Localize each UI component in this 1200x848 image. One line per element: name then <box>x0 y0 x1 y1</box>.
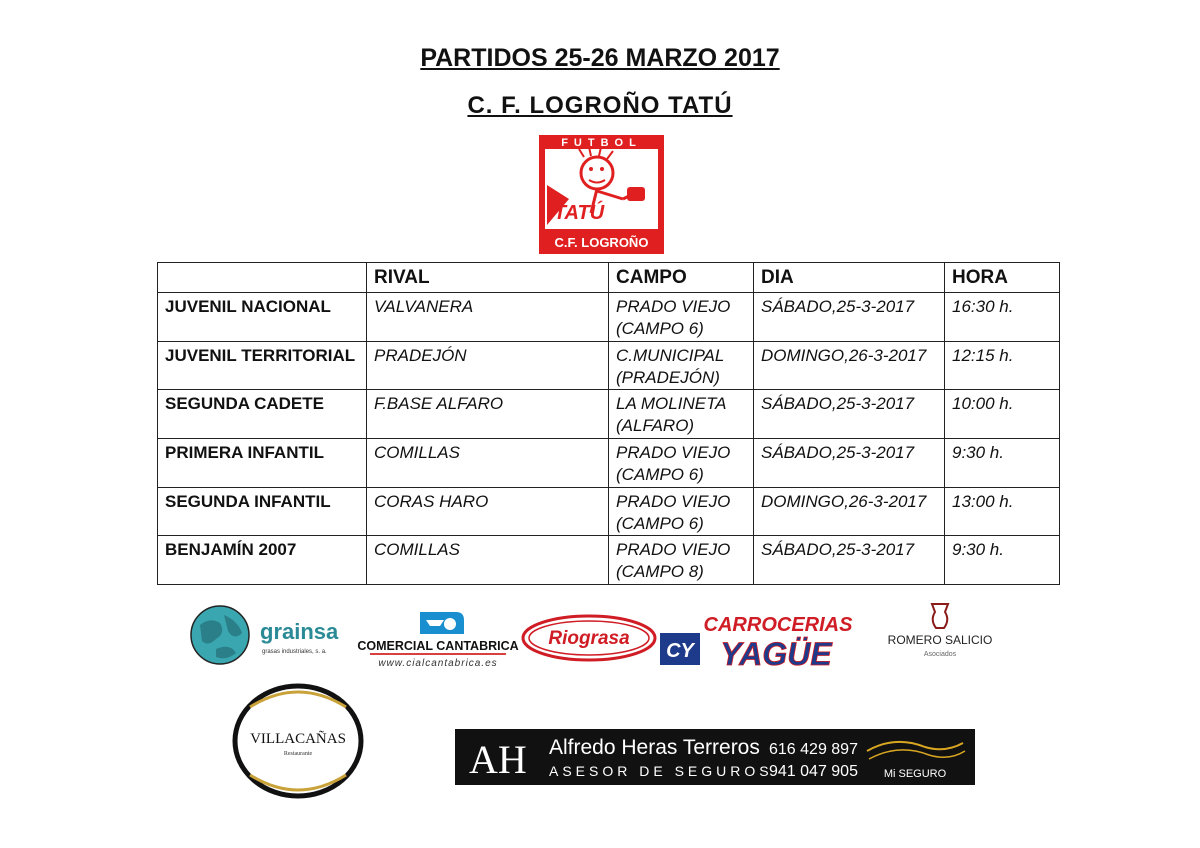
campo-cell <box>609 390 754 439</box>
campo-line2: (ALFARO) <box>616 416 695 436</box>
campo-cell <box>609 536 754 585</box>
hora-cell: 12:15 h. <box>945 341 1060 390</box>
yague-line2: YAGÜE <box>720 636 832 672</box>
category-cell: SEGUNDA INFANTIL <box>158 487 367 536</box>
table-row <box>158 438 1060 487</box>
table-header-row <box>158 263 1060 293</box>
header-campo: CAMPO <box>609 263 754 293</box>
page-title: PARTIDOS 25-26 MARZO 2017 <box>420 44 780 72</box>
table-row <box>158 341 1060 390</box>
campo-line1: LA MOLINETA <box>616 394 727 414</box>
alfredo-brand: Mi SEGURO <box>883 768 947 780</box>
club-logo <box>539 135 664 254</box>
romero-salicio-logo <box>870 600 1010 660</box>
dia-cell: SÁBADO,25-3-2017 <box>754 293 945 342</box>
villacanas-sub: Restaurante <box>283 751 313 757</box>
rival-cell: F.BASE ALFARO <box>367 390 609 439</box>
alfredo-role: ASESOR DE SEGUROS <box>549 763 773 779</box>
romero-name: ROMERO SALICIO <box>887 633 993 647</box>
schedule-table <box>157 262 1060 585</box>
category-cell: BENJAMÍN 2007 <box>158 536 367 585</box>
dia-cell: SÁBADO,25-3-2017 <box>754 390 945 439</box>
cantabrica-url: www.cialcantabrica.es <box>378 658 498 669</box>
yague-logo <box>658 609 854 672</box>
riograsa-logo <box>520 613 658 663</box>
cantabrica-logo <box>357 610 519 672</box>
romero-sub: Asociados <box>923 651 957 658</box>
campo-line2: (PRADEJÓN) <box>616 367 720 387</box>
campo-cell <box>609 341 754 390</box>
villacanas-name: VILLACAÑAS <box>250 731 346 747</box>
grainsa-logo <box>186 603 356 667</box>
rival-cell: VALVANERA <box>367 293 609 342</box>
rival-cell: PRADEJÓN <box>367 341 609 390</box>
cantabrica-name: COMERCIAL CANTABRICA <box>357 639 519 653</box>
category-cell: JUVENIL NACIONAL <box>158 293 367 342</box>
rival-cell: CORAS HARO <box>367 487 609 536</box>
logo-name: TATÚ <box>553 202 605 224</box>
header-dia: DIA <box>754 263 945 293</box>
campo-line2: (CAMPO 8) <box>616 562 704 582</box>
dia-cell: SÁBADO,25-3-2017 <box>754 536 945 585</box>
alfredo-initials: AH <box>469 737 527 782</box>
table-row <box>158 536 1060 585</box>
hora-cell: 16:30 h. <box>945 293 1060 342</box>
club-name: C. F. LOGROÑO TATÚ <box>467 92 733 119</box>
header-rival: RIVAL <box>367 263 609 293</box>
campo-line2: (CAMPO 6) <box>616 464 704 484</box>
campo-cell <box>609 487 754 536</box>
campo-cell <box>609 293 754 342</box>
riograsa-name: Riograsa <box>548 628 630 649</box>
dia-cell: DOMINGO,26-3-2017 <box>754 487 945 536</box>
category-cell: SEGUNDA CADETE <box>158 390 367 439</box>
logo-top-text: FUTBOL <box>561 137 642 149</box>
campo-cell <box>609 438 754 487</box>
campo-line1: C.MUNICIPAL <box>616 345 725 365</box>
hora-cell: 9:30 h. <box>945 438 1060 487</box>
table-row <box>158 487 1060 536</box>
campo-line2: (CAMPO 6) <box>616 319 704 338</box>
grainsa-tagline: grasas industriales, s. a. <box>262 649 327 655</box>
alfredo-name: Alfredo Heras Terreros <box>549 736 760 759</box>
yague-line1: CARROCERIAS <box>703 614 853 636</box>
hora-cell: 9:30 h. <box>945 536 1060 585</box>
header-empty <box>158 263 367 293</box>
table-row <box>158 293 1060 342</box>
alfredo-heras-banner <box>455 729 975 785</box>
villacanas-logo <box>230 683 366 799</box>
category-cell: JUVENIL TERRITORIAL <box>158 341 367 390</box>
category-cell: PRIMERA INFANTIL <box>158 438 367 487</box>
grainsa-name: grainsa <box>260 619 339 644</box>
rival-cell: COMILLAS <box>367 536 609 585</box>
logo-bottom-text: C.F. LOGROÑO <box>554 235 649 250</box>
campo-line2: (CAMPO 6) <box>616 513 704 533</box>
dia-cell: SÁBADO,25-3-2017 <box>754 438 945 487</box>
campo-line1: PRADO VIEJO <box>616 540 731 560</box>
table-row <box>158 390 1060 439</box>
svg-text:CY: CY <box>666 640 694 662</box>
dia-cell: DOMINGO,26-3-2017 <box>754 341 945 390</box>
campo-line1: PRADO VIEJO <box>616 297 731 316</box>
alfredo-phone1: 616 429 897 <box>769 741 858 758</box>
rival-cell: COMILLAS <box>367 438 609 487</box>
alfredo-phone2: 941 047 905 <box>769 763 858 780</box>
hora-cell: 13:00 h. <box>945 487 1060 536</box>
hora-cell: 10:00 h. <box>945 390 1060 439</box>
campo-line1: PRADO VIEJO <box>616 442 731 462</box>
campo-line1: PRADO VIEJO <box>616 491 731 511</box>
header-hora: HORA <box>945 263 1060 293</box>
